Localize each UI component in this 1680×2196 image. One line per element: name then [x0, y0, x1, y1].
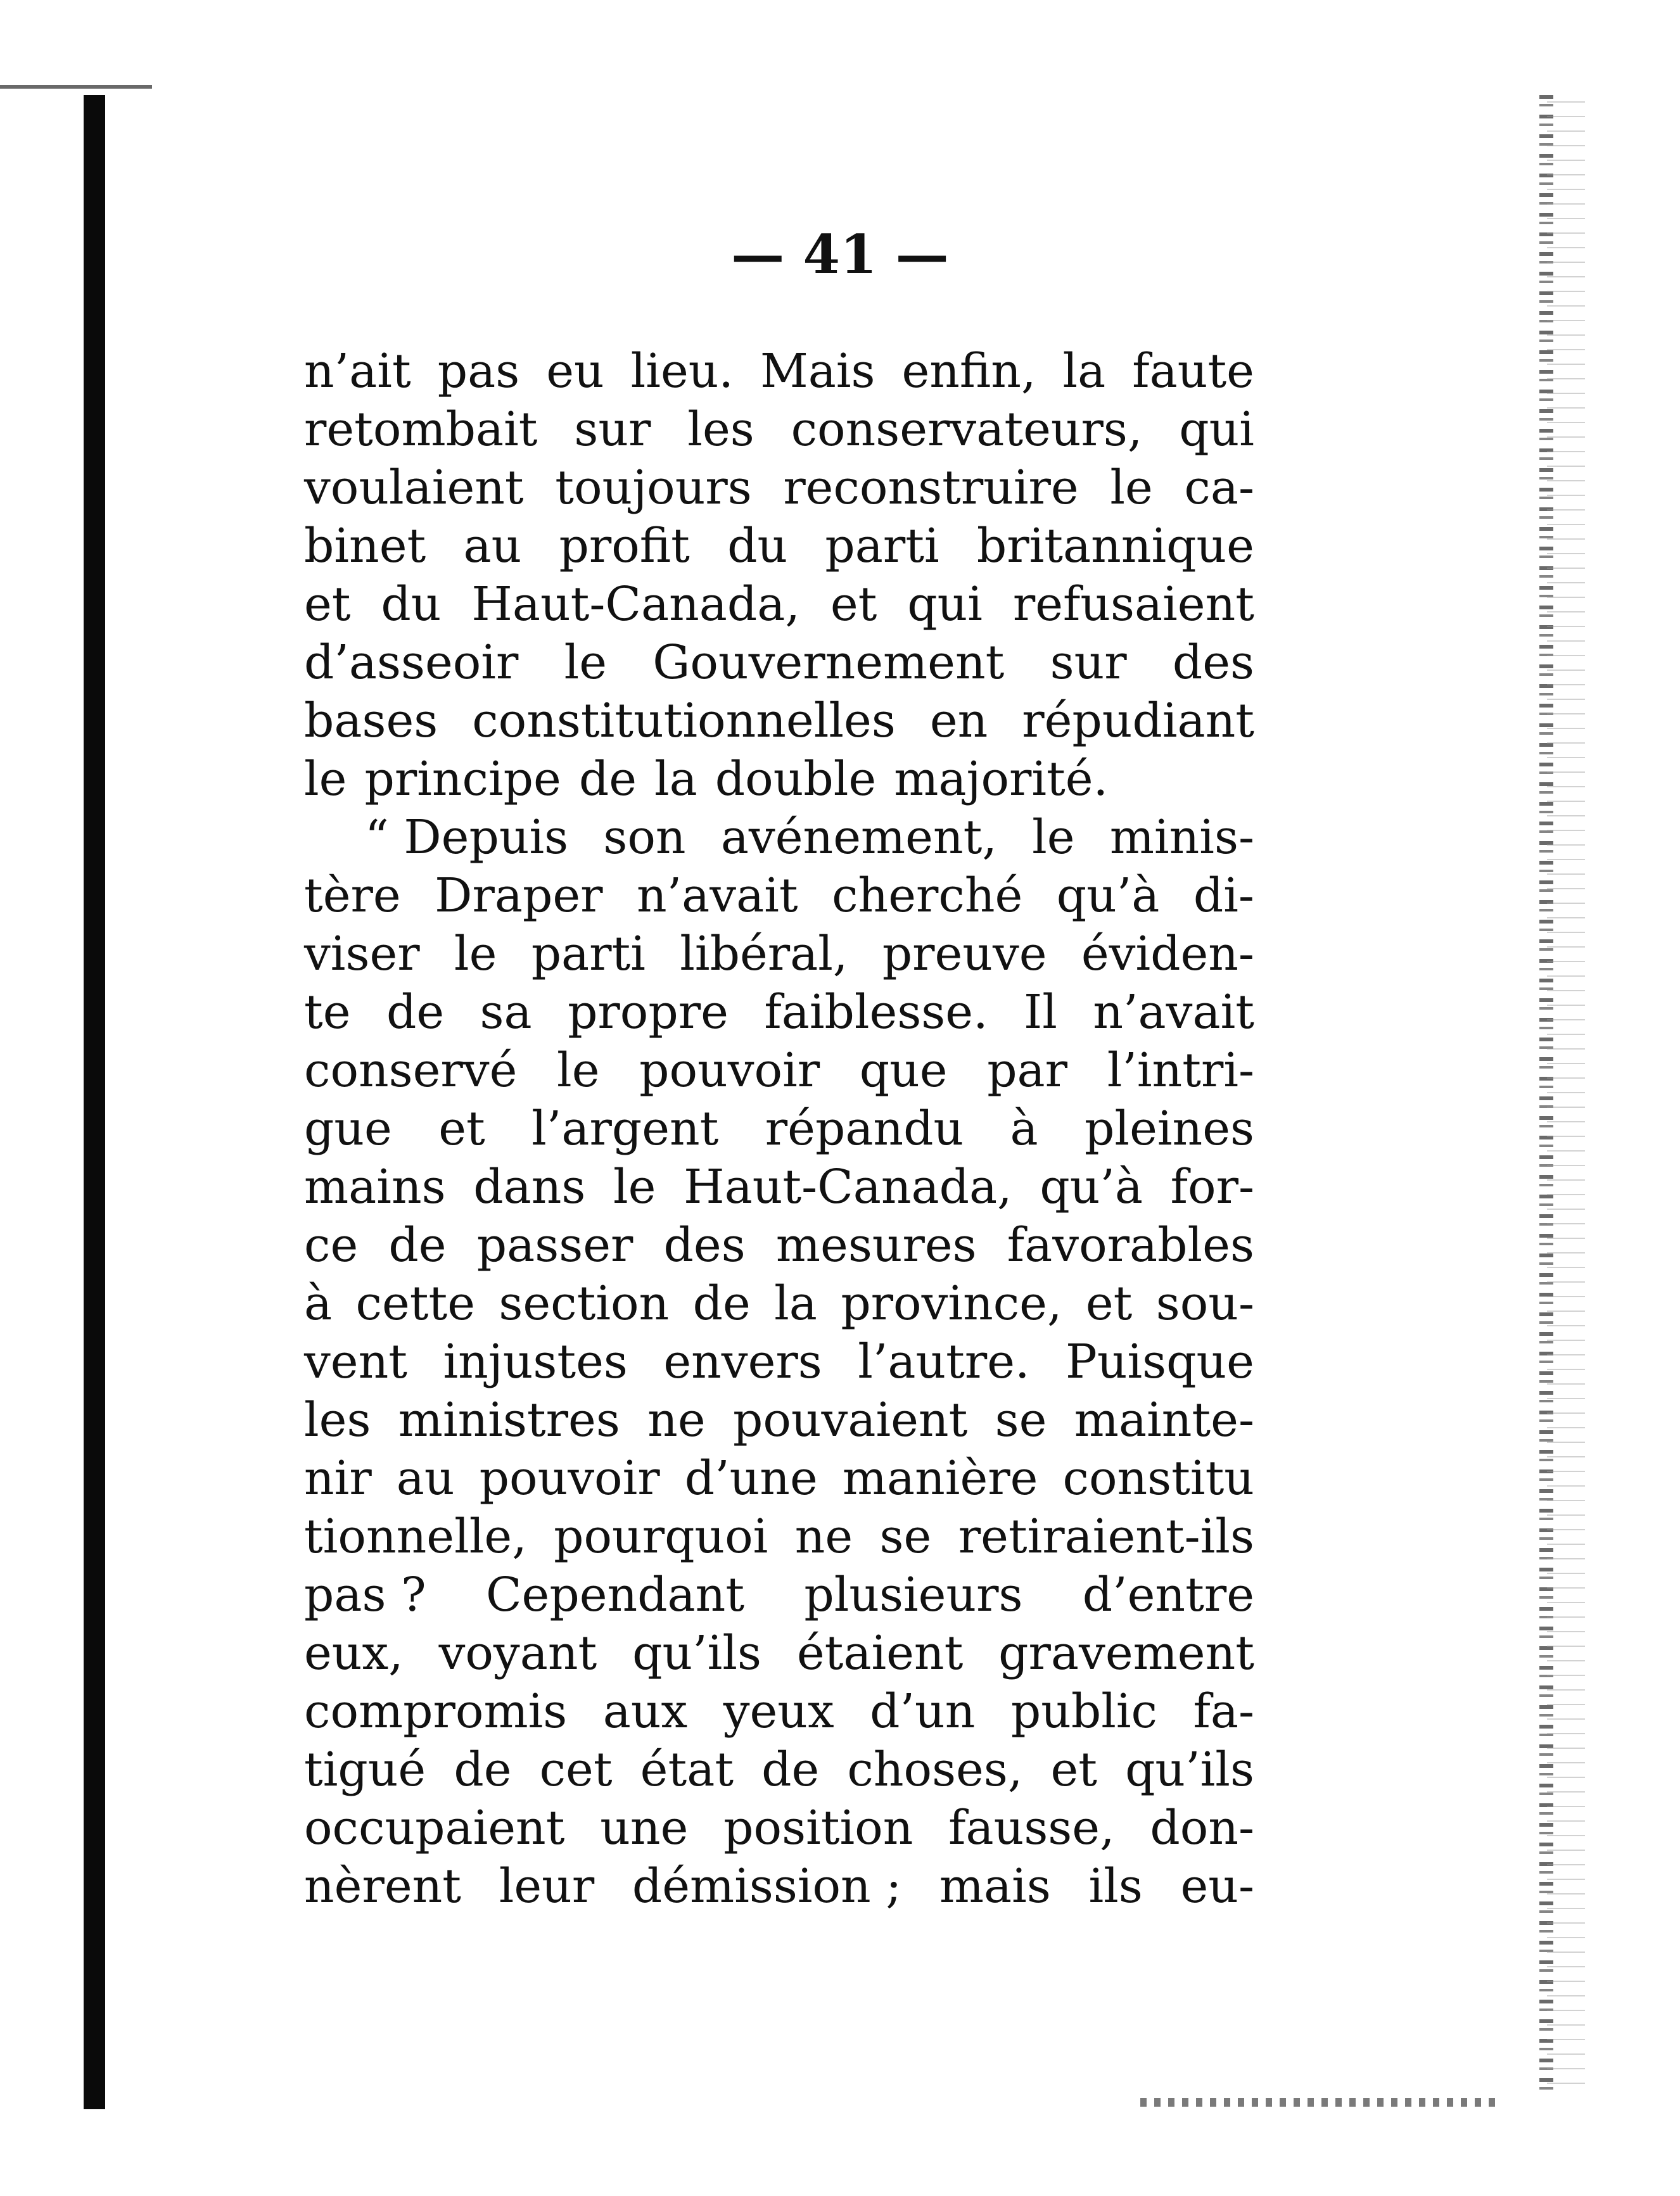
word: son — [603, 810, 686, 865]
word: à — [304, 1276, 333, 1331]
word: la — [1062, 344, 1106, 398]
word: tigué — [304, 1742, 426, 1797]
word: eux, — [304, 1626, 404, 1680]
word: l’argent — [531, 1101, 719, 1156]
word: pleines — [1085, 1101, 1254, 1156]
word: aux — [602, 1684, 688, 1739]
text-line — [304, 1391, 1254, 1449]
word: qu’à — [1056, 868, 1160, 923]
word: binet — [304, 519, 426, 573]
word: don- — [1150, 1801, 1254, 1855]
page-number-header: — 41 — — [731, 223, 949, 286]
word: les — [304, 1393, 371, 1447]
word: leur — [499, 1859, 595, 1914]
word: viser — [304, 927, 420, 981]
word: de — [578, 752, 637, 806]
text-line — [304, 400, 1254, 459]
word: l’autre. — [858, 1335, 1030, 1389]
text-line — [304, 1449, 1254, 1507]
scan-top-mark — [0, 85, 152, 89]
word: et — [438, 1101, 485, 1156]
word: éviden- — [1081, 927, 1254, 981]
word: libéral, — [680, 927, 848, 981]
word: nèrent — [304, 1859, 462, 1914]
text-line — [304, 1857, 1254, 1915]
word: le — [304, 752, 347, 806]
word: cet — [539, 1742, 613, 1797]
text-line — [304, 1507, 1254, 1566]
word: te — [304, 985, 351, 1039]
word: répudiant — [1022, 694, 1254, 748]
word: constitu — [1062, 1451, 1254, 1506]
word: ministres — [398, 1393, 620, 1447]
text-line — [304, 459, 1254, 517]
word: refusaient — [1012, 577, 1254, 632]
word: la — [774, 1276, 817, 1331]
word: la — [654, 752, 697, 806]
word: sur — [1050, 635, 1127, 690]
text-line — [304, 808, 1254, 866]
text-line — [304, 1624, 1254, 1682]
word: cherché — [832, 868, 1023, 923]
word: compromis — [304, 1684, 568, 1739]
word: le — [613, 1160, 656, 1214]
word: de — [386, 985, 445, 1039]
text-line — [304, 517, 1254, 575]
word: fausse, — [948, 1801, 1115, 1855]
word: sou- — [1155, 1276, 1254, 1331]
word: dans — [473, 1160, 586, 1214]
word: du — [381, 577, 442, 632]
word: à — [1010, 1101, 1038, 1156]
text-line — [304, 1566, 1254, 1624]
word: qui — [907, 577, 983, 632]
word: avénement, — [720, 810, 997, 865]
word: n’avait — [1093, 985, 1254, 1039]
word: sur — [574, 402, 651, 457]
text-line — [304, 575, 1254, 633]
word: de — [454, 1742, 512, 1797]
word: envers — [663, 1335, 822, 1389]
word: pas ? — [304, 1568, 426, 1622]
word: qui — [1179, 402, 1254, 457]
word: tère — [304, 868, 401, 923]
word: ne — [647, 1393, 706, 1447]
word: faute — [1132, 344, 1254, 398]
word: retiraient-ils — [958, 1509, 1254, 1564]
word: preuve — [882, 927, 1047, 981]
word: Il — [1024, 985, 1057, 1039]
word: tionnelle, — [304, 1509, 527, 1564]
word: parti — [531, 927, 646, 981]
word: injustes — [443, 1335, 628, 1389]
word: yeux — [723, 1684, 834, 1739]
text-line — [304, 1158, 1254, 1216]
word: lieu. — [630, 344, 734, 398]
word: ca- — [1184, 460, 1254, 515]
word: eu — [546, 344, 604, 398]
word: voulaient — [304, 460, 524, 515]
word: et — [304, 577, 351, 632]
word: mais — [939, 1859, 1051, 1914]
word: qu’à — [1040, 1160, 1143, 1214]
word: pouvoir — [479, 1451, 660, 1506]
text-line — [304, 342, 1254, 400]
word: voyant — [438, 1626, 597, 1680]
word: cette — [355, 1276, 476, 1331]
word: mainte- — [1074, 1393, 1254, 1447]
text-line — [304, 692, 1254, 750]
word: n’ait — [304, 344, 411, 398]
word: que — [859, 1043, 948, 1098]
word: bases — [304, 694, 438, 748]
word: se — [995, 1393, 1047, 1447]
word: Draper — [435, 868, 603, 923]
word: province, — [841, 1276, 1062, 1331]
word: pas — [437, 344, 520, 398]
word: retombait — [304, 402, 538, 457]
word: pouvoir — [639, 1043, 820, 1098]
word: mesures — [775, 1218, 977, 1273]
word: des — [663, 1218, 746, 1273]
text-line — [304, 1799, 1254, 1857]
word: favorables — [1007, 1218, 1254, 1273]
word: minis- — [1109, 810, 1254, 865]
word: et — [830, 577, 877, 632]
word: par — [987, 1043, 1068, 1098]
text-line — [304, 866, 1254, 925]
word: public — [1010, 1684, 1158, 1739]
word: enfin, — [901, 344, 1036, 398]
word: gravement — [998, 1626, 1254, 1680]
word: étaient — [796, 1626, 964, 1680]
word: position — [723, 1801, 913, 1855]
word: des — [1172, 635, 1254, 690]
text-line — [304, 1100, 1254, 1158]
word: occupaient — [304, 1801, 565, 1855]
text-line — [304, 633, 1254, 692]
word: for- — [1170, 1160, 1254, 1214]
word: pourquoi — [554, 1509, 768, 1564]
word: propre — [568, 985, 729, 1039]
word: majorité. — [894, 752, 1109, 806]
word: Gouvernement — [652, 635, 1005, 690]
text-line — [304, 1274, 1254, 1333]
text-line — [304, 1333, 1254, 1391]
word: conservé — [304, 1043, 518, 1098]
word: le — [557, 1043, 600, 1098]
word: Mais — [760, 344, 875, 398]
word: britannique — [976, 519, 1254, 573]
word: d’une — [684, 1451, 818, 1506]
word: gue — [304, 1101, 392, 1156]
word: reconstruire — [783, 460, 1079, 515]
word: au — [396, 1451, 455, 1506]
word: du — [727, 519, 788, 573]
word: le — [1032, 810, 1075, 865]
word: profit — [559, 519, 690, 573]
word: en — [929, 694, 988, 748]
word: di- — [1193, 868, 1254, 923]
word: constitutionnelles — [472, 694, 896, 748]
word: le — [1110, 460, 1153, 515]
word: le — [454, 927, 497, 981]
word: principe — [364, 752, 561, 806]
word: d’entre — [1082, 1568, 1254, 1622]
binding-edge — [84, 95, 105, 2109]
word: Puisque — [1066, 1335, 1254, 1389]
word: l’intri- — [1107, 1043, 1254, 1098]
word: Haut-Canada, — [684, 1160, 1012, 1214]
word: plusieurs — [804, 1568, 1023, 1622]
word: les — [687, 402, 754, 457]
word: le — [564, 635, 608, 690]
word: mains — [304, 1160, 446, 1214]
text-line — [304, 1682, 1254, 1741]
word: pouvaient — [732, 1393, 968, 1447]
text-line — [304, 750, 1254, 808]
word: ne — [794, 1509, 853, 1564]
word: ce — [304, 1218, 359, 1273]
word: vent — [304, 1335, 407, 1389]
word: n’avait — [637, 868, 798, 923]
text-line — [304, 983, 1254, 1041]
word: toujours — [555, 460, 752, 515]
word: d’un — [870, 1684, 976, 1739]
word: une — [600, 1801, 689, 1855]
word: Cependant — [485, 1568, 745, 1622]
word: qu’ils — [1125, 1742, 1254, 1797]
word: fa- — [1193, 1684, 1254, 1739]
word: choses, — [847, 1742, 1023, 1797]
word: état — [640, 1742, 734, 1797]
text-line — [304, 1041, 1254, 1100]
text-line — [304, 925, 1254, 983]
word: de — [761, 1742, 820, 1797]
word: Haut-Canada, — [471, 577, 800, 632]
word: au — [463, 519, 522, 573]
scan-noise — [1547, 101, 1585, 2090]
word: démission ; — [632, 1859, 902, 1914]
word: répandu — [765, 1101, 964, 1156]
word: de — [388, 1218, 447, 1273]
word: parti — [825, 519, 939, 573]
page-body-text — [304, 342, 1254, 1915]
word: passer — [476, 1218, 633, 1273]
word: d’asseoir — [304, 635, 519, 690]
word: sa — [480, 985, 532, 1039]
text-line — [304, 1741, 1254, 1799]
word: nir — [304, 1451, 372, 1506]
scan-bottom-noise — [1140, 2098, 1495, 2107]
word: et — [1050, 1742, 1097, 1797]
word: de — [692, 1276, 751, 1331]
word: qu’ils — [632, 1626, 761, 1680]
word: conservateurs, — [791, 402, 1143, 457]
word: double — [715, 752, 877, 806]
word: manière — [842, 1451, 1038, 1506]
word: section — [499, 1276, 670, 1331]
word: faiblesse. — [764, 985, 988, 1039]
word: ils — [1088, 1859, 1143, 1914]
word: “ Depuis — [365, 810, 569, 865]
word: et — [1085, 1276, 1133, 1331]
word: se — [879, 1509, 932, 1564]
word: eu- — [1180, 1859, 1254, 1914]
text-line — [304, 1216, 1254, 1274]
